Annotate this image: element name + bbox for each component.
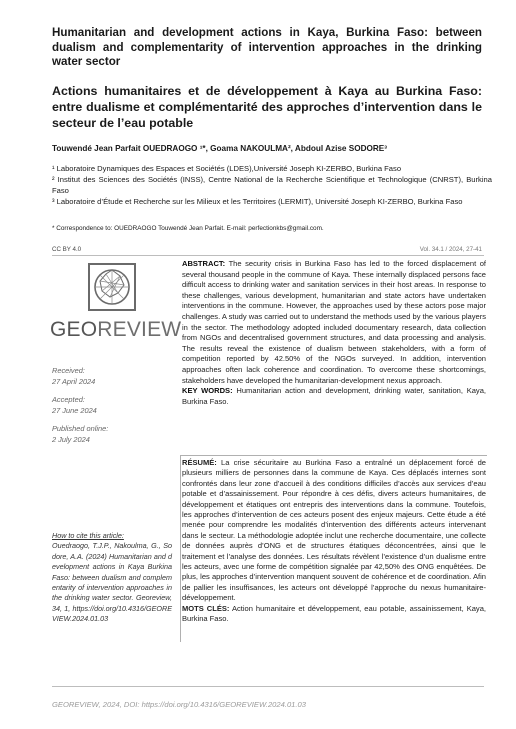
mots-cles-label: MOTS CLÉS: bbox=[182, 603, 230, 613]
volume-info: Vol. 34.1 / 2024, 27-41 bbox=[419, 246, 482, 253]
accepted-label: Accepted: bbox=[52, 395, 85, 404]
published-label: Published online: bbox=[52, 424, 109, 433]
citation-text[interactable]: Ouedraogo, T.J.P., Nakoulma, G., Sodore, A.A. (2024) Humanitarian and development actions in Kaya Burkina Faso: between dualism and complementarity of intervention approaches in the drinking water sector. Georeview, 34, 1, https://doi.org/10.4316/GEOREVIEW.2024.01.03 bbox=[52, 541, 172, 624]
received-date: 27 April 2024 bbox=[52, 377, 96, 386]
affiliation-1: ¹ Laboratoire Dynamiques des Espaces et Sociétés (LDES),Université Joseph KI-ZERBO, Burkina Faso bbox=[52, 164, 402, 173]
correspondence-note: * Correspondence to: OUEDRAOGO Touwendé Jean Parfait. E-mail: perfectionkbs@gmail.com. bbox=[52, 225, 324, 232]
published-date: 2 July 2024 bbox=[52, 435, 90, 444]
citation-title: How to cite this article: bbox=[52, 531, 124, 540]
brand-geo: GEO bbox=[50, 318, 98, 341]
author-list: Touwendé Jean Parfait OUEDRAOGO ¹*, Goama NAKOULMA², Abdoul Azise SODORE³ bbox=[52, 144, 387, 153]
globe-logo-icon bbox=[88, 263, 136, 311]
abstract-label: ABSTRACT: bbox=[182, 259, 226, 268]
keywords-label: KEY WORDS: bbox=[182, 386, 233, 396]
resume-text: La crise sécuritaire au Burkina Faso a entraîné un déplacement forcé de plusieurs milliers de personnes dans la commune de Kaya. Ces déplacés internes sont confrontés dans leur zone d’accueil à des conditions difficiles d’accès aux services d’eau potable et d’assainissement. Pour répondre à ces défis, divers acteurs humanitaires, de développement et étatiques ont entrepris des interventions dans la commune. Toutefois, les approches d’intervention de ces acteurs posent des enjeux majeurs. Cette étude a été menée pour comprendre les modalités d’intervention des différents acteurs intervenant dans le secteur. La méthodologie adoptée inclut une recherche documentaire, une collecte de données auprès d’ONG et de structures étatiques déconcentrées, ainsi que le traitement et l’analyse des données. Les résultats révèlent l’existence d’un dualisme entre les acteurs, avec une forme de compétition signalée par 42,50% des ONG enquêtées. De plus, les approches d’intervention manquent souvent de cohérence et de coordination. Afin de pallier les insuffisances, les acteurs ont développé l’approche du nexus humanitaire-développement. bbox=[182, 458, 486, 603]
article-title-en: Humanitarian and development actions in Kaya, Burkina Faso: between dualism and complementarity of intervention approaches in the drinking water sector bbox=[52, 26, 482, 68]
brand-review: REVIEW bbox=[97, 318, 182, 341]
header-divider bbox=[52, 255, 484, 256]
mots-cles-text: Action humanitaire et développement, eau potable, assainissement, Kaya, Burkina Faso. bbox=[182, 603, 487, 624]
resume-section bbox=[182, 458, 486, 625]
license-label: CC BY 4.0 bbox=[52, 246, 82, 253]
abstract-text: The security crisis in Burkina Faso has led to the forced displacement of several thousand people in the commune of Kaya. These internally displaced persons face difficult access to drinking water and sanitation services in their host areas. In response to these challenges, various development, humanitarian and state actors have undertaken interventions in the commune. However, the approaches used by these actors pose major challenges. A study was carried out to understand the methods used by the various players in the sector. The methodology adopted included documentary research, data collection from NGOs and decentralised government structures, and data processing and analysis. The results reveal the existence of dualism between stakeholders, with a form of competition reported by 42.50% of the NGOs surveyed. In addition, intervention approaches often lack coherence and coordination. To overcome these shortcomings, stakeholders have developed the humanitarian-development nexus approach. bbox=[182, 259, 486, 385]
keywords-text: Humanitarian action and development, drinking water, sanitation, Kaya, Burkina Faso. bbox=[182, 386, 487, 406]
journal-brand bbox=[50, 318, 182, 342]
resume-label: RÉSUMÉ: bbox=[182, 458, 217, 467]
affiliation-3: ³ Laboratoire d’Étude et Recherche sur les Milieux et les Territoires (LERMIT), Université Joseph KI-ZERBO, Burkina Faso bbox=[52, 197, 463, 206]
page-footer[interactable]: GEOREVIEW, 2024, DOI: https://doi.org/10.4316/GEOREVIEW.2024.01.03 bbox=[52, 700, 306, 709]
accepted-date: 27 June 2024 bbox=[52, 406, 97, 415]
abstract-section bbox=[182, 259, 486, 407]
article-title-fr: Actions humanitaires et de développement à Kaya au Burkina Faso: entre dualisme et complémentarité des approches d’intervention dans le secteur de l’eau potable bbox=[52, 84, 482, 130]
footer-divider bbox=[52, 686, 484, 687]
citation-box bbox=[52, 531, 172, 625]
affiliation-2: ² Institut des Sciences des Sociétés (INSS), Centre National de la Recherche Scientifique et Technologique (CNRST), Burkina Faso bbox=[52, 175, 492, 195]
received-label: Received: bbox=[52, 366, 85, 375]
